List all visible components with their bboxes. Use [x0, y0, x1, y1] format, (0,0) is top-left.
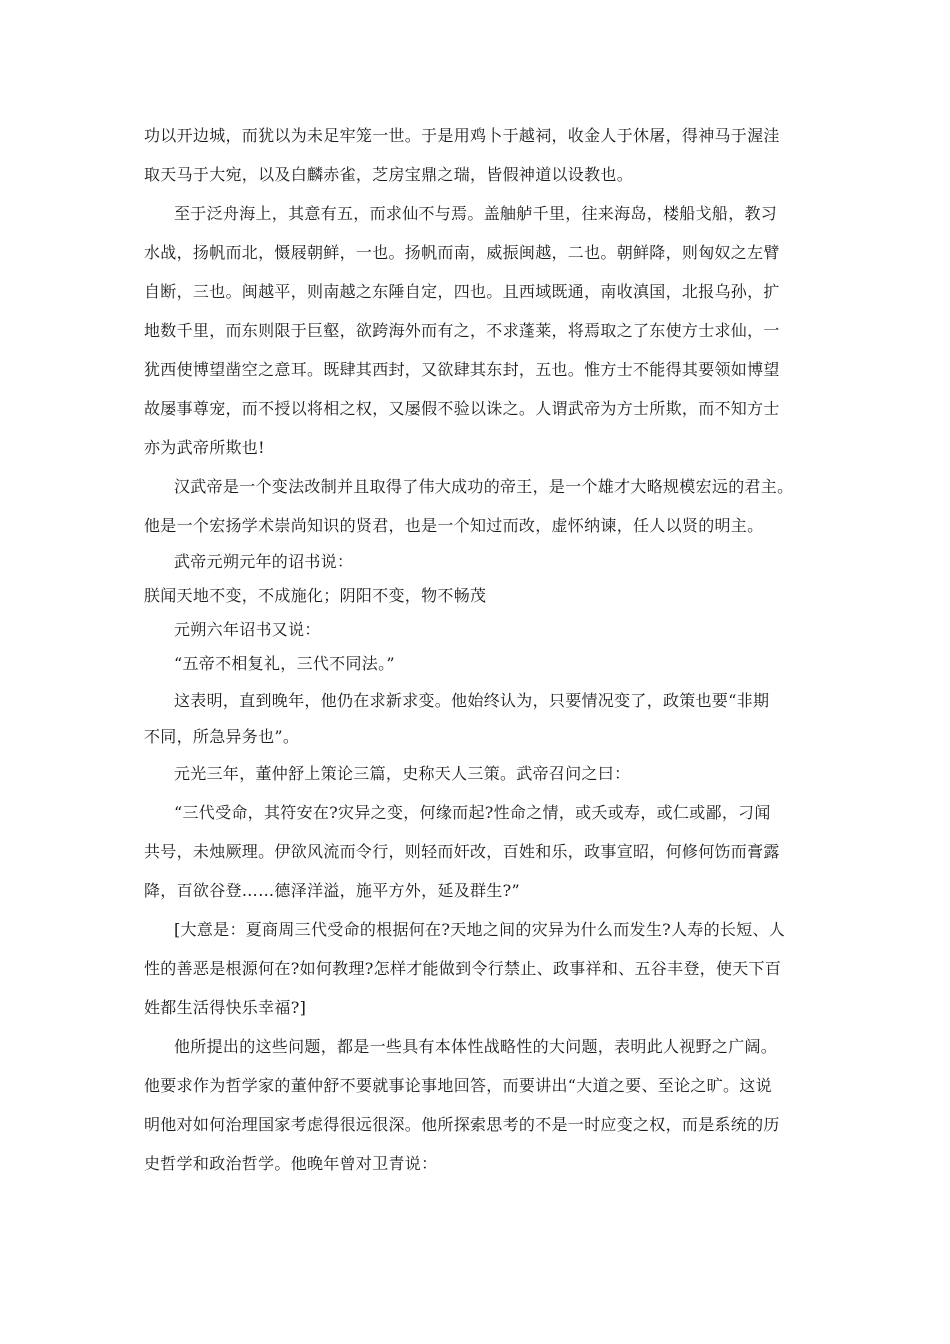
- text-line: 姓都生活得快乐幸福?]: [144, 998, 307, 1017]
- text-line: 取天马于大宛，以及白麟赤雀，芝房宝鼎之瑞，皆假神道以设教也。: [144, 165, 634, 184]
- text-line: 他要求作为哲学家的董仲舒不要就事论事地回答，而要讲出“大道之要、至论之旷。这说: [144, 1076, 772, 1095]
- paragraph-start: 元光三年，董仲舒上策论三篇，史称天人三策。武帝召问之曰：: [174, 764, 631, 783]
- paragraph-start: [大意是：夏商周三代受命的根据何在?天地之间的灾异为什么而发生?人寿的长短、人: [174, 920, 786, 939]
- paragraph-start: 他所提出的这些问题，都是一些具有本体性战略性的大问题，表明此人视野之广阔。: [174, 1037, 778, 1056]
- text-line: 地数千里，而东则限于巨壑，欲跨海外而有之，不求蓬莱，将焉取之了东使方士求仙，一: [144, 321, 780, 340]
- quote-line: “五帝不相复礼，三代不同法。”: [174, 654, 395, 673]
- paragraph-start: 元朔六年诏书又说：: [174, 620, 321, 639]
- text-line: 朕闻天地不变，不成施化；阴阳不变，物不畅茂: [144, 586, 487, 605]
- text-line: 功以开边城，而犹以为未足牢笼一世。于是用鸡卜于越祠，收金人于休屠，得神马于渥洼: [144, 126, 780, 145]
- quote-line: “三代受命，其符安在?灾异之变，何缘而起?性命之情，或夭或寿，或仁或鄙，刁闻: [174, 803, 771, 822]
- text-line: 性的善恶是根源何在?如何教理?怎样才能做到令行禁止、政事祥和、五谷丰登，使天下百: [144, 959, 782, 978]
- text-line: 犹西使博望凿空之意耳。既肆其西封，又欲肆其东封，五也。惟方士不能得其要领如博望: [144, 360, 780, 379]
- text-line: 明他对如何治理国家考虑得很远很深。他所探索思考的不是一时应变之权，而是系统的历: [144, 1115, 780, 1134]
- text-line: 共号，未烛厥理。伊欲风流而令行，则轻而奸改，百姓和乐，政事宣昭，何修何饬而膏露: [144, 842, 780, 861]
- paragraph-start: 这表明，直到晚年，他仍在求新求变。他始终认为，只要情况变了，政策也要“非期: [174, 691, 770, 710]
- paragraph-start: 武帝元朔元年的诏书说：: [174, 552, 354, 571]
- text-line: 他是一个宏扬学术崇尚知识的贤君，也是一个知过而改，虚怀纳谏，任人以贤的明主。: [144, 516, 764, 535]
- text-line: 水战，扬帆而北，慑屐朝鲜，一也。扬帆而南，威振闽越，二也。朝鲜降，则匈奴之左臂: [144, 243, 780, 262]
- text-line: 亦为武帝所欺也!: [144, 438, 265, 457]
- paragraph-start: 汉武帝是一个变法改制并且取得了伟大成功的帝王，是一个雄才大略规模宏远的君主。: [174, 477, 794, 496]
- text-line: 故屡事尊宠，而不授以将相之权，又屡假不验以诛之。人谓武帝为方士所欺，而不知方士: [144, 399, 780, 418]
- text-line: 自断，三也。闽越平，则南越之东陲自定，四也。且西域既通，南收滇国，北报乌孙，扩: [144, 282, 780, 301]
- text-line: 史哲学和政治哲学。他晚年曾对卫青说：: [144, 1154, 438, 1173]
- text-line: 不同，所急异务也”。: [144, 727, 300, 746]
- body-text: [144, 116, 816, 1183]
- paragraph-start: 至于泛舟海上，其意有五，而求仙不与焉。盖舳舻千里，往来海岛，楼船戈船，教习: [174, 204, 778, 223]
- text-line: 降，百欲谷登……德泽洋溢，施平方外，延及群生?”: [144, 881, 520, 900]
